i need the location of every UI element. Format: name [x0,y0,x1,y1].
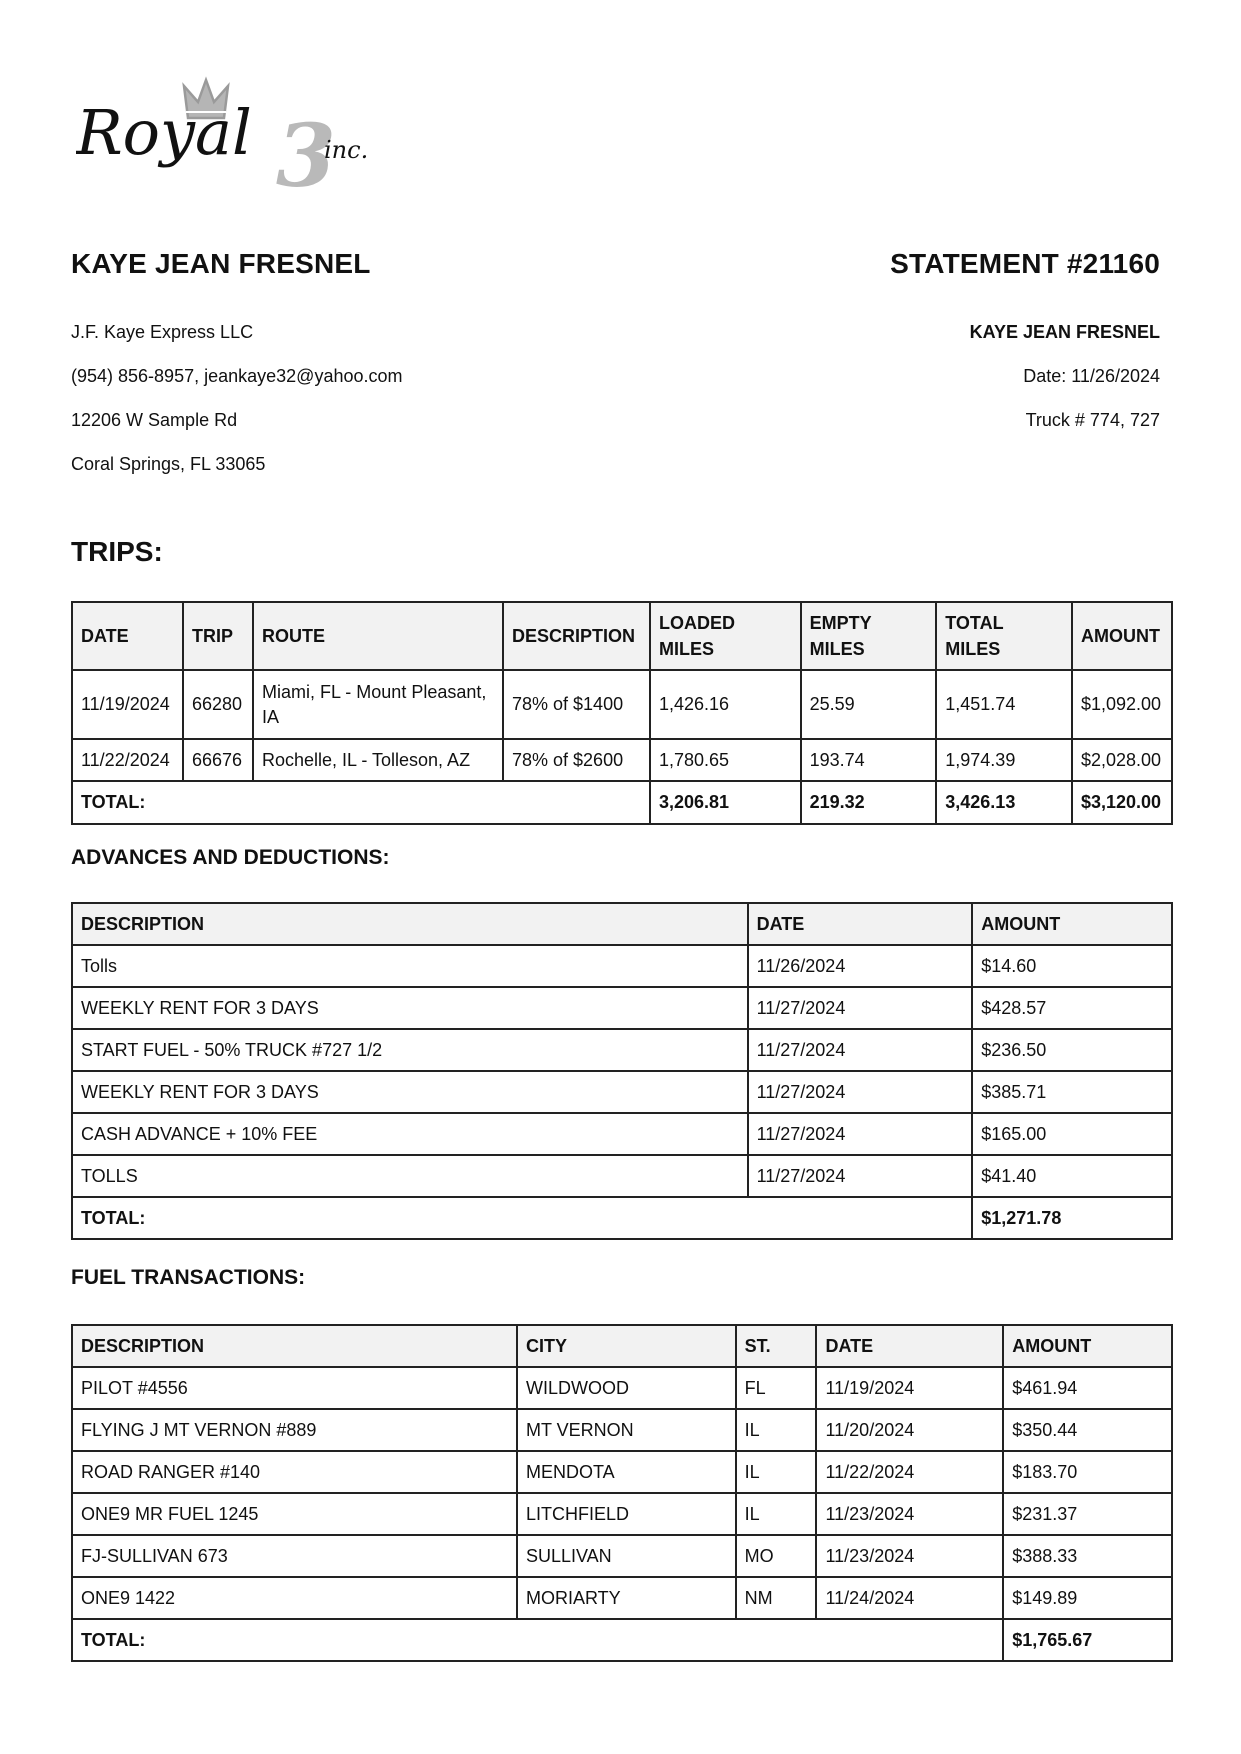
fuel-description: FJ-SULLIVAN 673 [72,1535,517,1577]
col-header: DATE [72,602,183,670]
total-total-miles: 3,426.13 [936,781,1072,824]
fuel-city: SULLIVAN [517,1535,736,1577]
col-header: ROUTE [253,602,503,670]
col-header: DESCRIPTION [503,602,650,670]
advance-description: START FUEL - 50% TRUCK #727 1/2 [72,1029,748,1071]
fuel-city: MENDOTA [517,1451,736,1493]
total-amount: $1,765.67 [1003,1619,1172,1661]
total-empty-miles: 219.32 [801,781,937,824]
trip-description: 78% of $2600 [503,739,650,781]
fuel-state: FL [736,1367,817,1409]
col-header: AMOUNT [972,903,1172,945]
trip-amount: $2,028.00 [1072,739,1172,781]
logo-numeral: 3 [276,106,336,196]
col-header: TRIP [183,602,253,670]
driver-name-heading: KAYE JEAN FRESNEL [71,248,371,279]
fuel-date: 11/24/2024 [816,1577,1003,1619]
fuel-date: 11/23/2024 [816,1535,1003,1577]
company-logo [76,76,396,196]
table-row [72,1113,1172,1155]
statement-date: Date: 11/26/2024 [1023,366,1160,386]
fuel-title: FUEL TRANSACTIONS: [71,1266,306,1289]
trip-date: 11/19/2024 [72,670,183,739]
advance-date: 11/27/2024 [748,1071,973,1113]
trip-loaded-miles: 1,780.65 [650,739,801,781]
advance-description: WEEKLY RENT FOR 3 DAYS [72,1071,748,1113]
table-header-row [72,903,1172,945]
table-row [72,670,1172,739]
table-row [72,1451,1172,1493]
total-loaded-miles: 3,206.81 [650,781,801,824]
driver-contact: (954) 856-8957, jeankaye32@yahoo.com [71,366,403,386]
table-header-row [72,1325,1172,1367]
trip-number: 66280 [183,670,253,739]
fuel-date: 11/19/2024 [816,1367,1003,1409]
advances-title: ADVANCES AND DEDUCTIONS: [71,846,390,869]
col-header: ST. [736,1325,817,1367]
statement-title: STATEMENT #21160 [890,248,1160,279]
driver-address-line1: 12206 W Sample Rd [71,410,238,430]
fuel-table [71,1324,1173,1662]
fuel-date: 11/20/2024 [816,1409,1003,1451]
advance-date: 11/27/2024 [748,987,973,1029]
advance-description: Tolls [72,945,748,987]
table-row [72,987,1172,1029]
col-header: DATE [816,1325,1003,1367]
trips-table [71,601,1173,825]
trip-amount: $1,092.00 [1072,670,1172,739]
total-amount: $1,271.78 [972,1197,1172,1239]
advances-table [71,902,1173,1240]
logo-text: Royal [76,96,252,169]
col-header: DATE [748,903,973,945]
col-header: DESCRIPTION [72,903,748,945]
trip-description: 78% of $1400 [503,670,650,739]
statement-truck: Truck # 774, 727 [1025,410,1160,430]
trip-total-miles: 1,451.74 [936,670,1072,739]
table-header-row [72,602,1172,670]
trip-empty-miles: 193.74 [801,739,937,781]
advance-date: 11/26/2024 [748,945,973,987]
trip-loaded-miles: 1,426.16 [650,670,801,739]
total-row [72,1619,1172,1661]
table-row [72,1493,1172,1535]
fuel-state: IL [736,1493,817,1535]
driver-company: J.F. Kaye Express LLC [71,322,254,342]
fuel-amount: $350.44 [1003,1409,1172,1451]
driver-address-line2: Coral Springs, FL 33065 [71,454,266,474]
col-header: AMOUNT [1003,1325,1172,1367]
fuel-state: IL [736,1409,817,1451]
fuel-date: 11/22/2024 [816,1451,1003,1493]
table-row [72,1577,1172,1619]
advance-amount: $165.00 [972,1113,1172,1155]
statement-name: KAYE JEAN FRESNEL [969,322,1160,342]
fuel-date: 11/23/2024 [816,1493,1003,1535]
total-row [72,1197,1172,1239]
col-header: TOTAL MILES [936,602,1072,670]
fuel-amount: $149.89 [1003,1577,1172,1619]
total-label: TOTAL: [72,1197,972,1239]
trips-title: TRIPS: [71,536,163,567]
statement-info [970,310,1160,442]
table-row [72,1071,1172,1113]
fuel-city: MORIARTY [517,1577,736,1619]
col-header: LOADED MILES [650,602,801,670]
fuel-description: ONE9 MR FUEL 1245 [72,1493,517,1535]
total-label: TOTAL: [72,1619,1003,1661]
table-row [72,1029,1172,1071]
fuel-city: LITCHFIELD [517,1493,736,1535]
fuel-state: MO [736,1535,817,1577]
trip-total-miles: 1,974.39 [936,739,1072,781]
col-header: DESCRIPTION [72,1325,517,1367]
total-amount: $3,120.00 [1072,781,1172,824]
advance-date: 11/27/2024 [748,1029,973,1071]
trip-empty-miles: 25.59 [801,670,937,739]
advance-description: TOLLS [72,1155,748,1197]
fuel-amount: $183.70 [1003,1451,1172,1493]
fuel-state: IL [736,1451,817,1493]
advance-amount: $14.60 [972,945,1172,987]
fuel-description: FLYING J MT VERNON #889 [72,1409,517,1451]
fuel-description: ONE9 1422 [72,1577,517,1619]
table-row [72,1409,1172,1451]
total-label: TOTAL: [72,781,650,824]
trip-number: 66676 [183,739,253,781]
table-row [72,1535,1172,1577]
trip-route: Miami, FL - Mount Pleasant, IA [253,670,503,739]
advance-description: CASH ADVANCE + 10% FEE [72,1113,748,1155]
fuel-state: NM [736,1577,817,1619]
fuel-description: PILOT #4556 [72,1367,517,1409]
fuel-amount: $461.94 [1003,1367,1172,1409]
advance-description: WEEKLY RENT FOR 3 DAYS [72,987,748,1029]
table-row [72,1367,1172,1409]
logo-suffix: inc. [324,136,369,164]
advance-amount: $41.40 [972,1155,1172,1197]
table-row [72,739,1172,781]
advance-date: 11/27/2024 [748,1155,973,1197]
total-row [72,781,1172,824]
col-header: AMOUNT [1072,602,1172,670]
col-header: CITY [517,1325,736,1367]
fuel-description: ROAD RANGER #140 [72,1451,517,1493]
fuel-amount: $388.33 [1003,1535,1172,1577]
trip-route: Rochelle, IL - Tolleson, AZ [253,739,503,781]
fuel-city: WILDWOOD [517,1367,736,1409]
advance-date: 11/27/2024 [748,1113,973,1155]
trip-date: 11/22/2024 [72,739,183,781]
advance-amount: $236.50 [972,1029,1172,1071]
col-header: EMPTY MILES [801,602,937,670]
advance-amount: $428.57 [972,987,1172,1029]
table-row [72,1155,1172,1197]
advance-amount: $385.71 [972,1071,1172,1113]
fuel-city: MT VERNON [517,1409,736,1451]
table-row [72,945,1172,987]
fuel-amount: $231.37 [1003,1493,1172,1535]
driver-info [71,310,403,486]
